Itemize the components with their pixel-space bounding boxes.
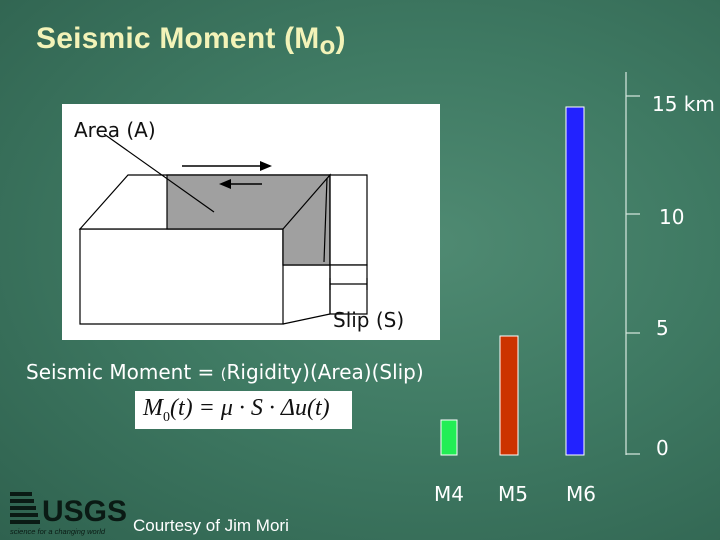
formula-start: Seismic Moment = bbox=[26, 360, 221, 384]
title-main: Seismic Moment (M bbox=[36, 22, 320, 55]
equation-subscript: 0 bbox=[163, 409, 170, 425]
usgs-logo bbox=[8, 490, 130, 538]
bar-m6 bbox=[566, 107, 584, 455]
bar-m4 bbox=[441, 420, 457, 455]
scale-label-5: 5 bbox=[656, 316, 669, 340]
formula-end: Rigidity)(Area)(Slip) bbox=[226, 360, 424, 384]
usgs-waves-icon bbox=[10, 492, 40, 524]
equation-rest: (t) = μ · S · Δu(t) bbox=[170, 395, 330, 421]
bar-m5 bbox=[500, 336, 518, 455]
area-label: Area (A) bbox=[74, 118, 156, 142]
scale-label-15km: 15 km bbox=[652, 92, 715, 116]
scale-label-0: 0 bbox=[656, 436, 669, 460]
title-end: ) bbox=[335, 22, 346, 55]
equation-m: M bbox=[143, 395, 163, 421]
magnitude-label-m4: M4 bbox=[434, 482, 464, 506]
title-subscript: o bbox=[319, 30, 336, 60]
slip-label: Slip (S) bbox=[333, 308, 405, 332]
scale-label-10: 10 bbox=[659, 205, 685, 229]
magnitude-label-m6: M6 bbox=[566, 482, 596, 506]
formula-paren: ( bbox=[220, 365, 227, 383]
usgs-tagline: science for a changing world bbox=[10, 527, 106, 536]
magnitude-label-m5: M5 bbox=[498, 482, 528, 506]
usgs-wordmark: USGS bbox=[42, 495, 128, 528]
credit-text: Courtesy of Jim Mori bbox=[133, 516, 289, 535]
